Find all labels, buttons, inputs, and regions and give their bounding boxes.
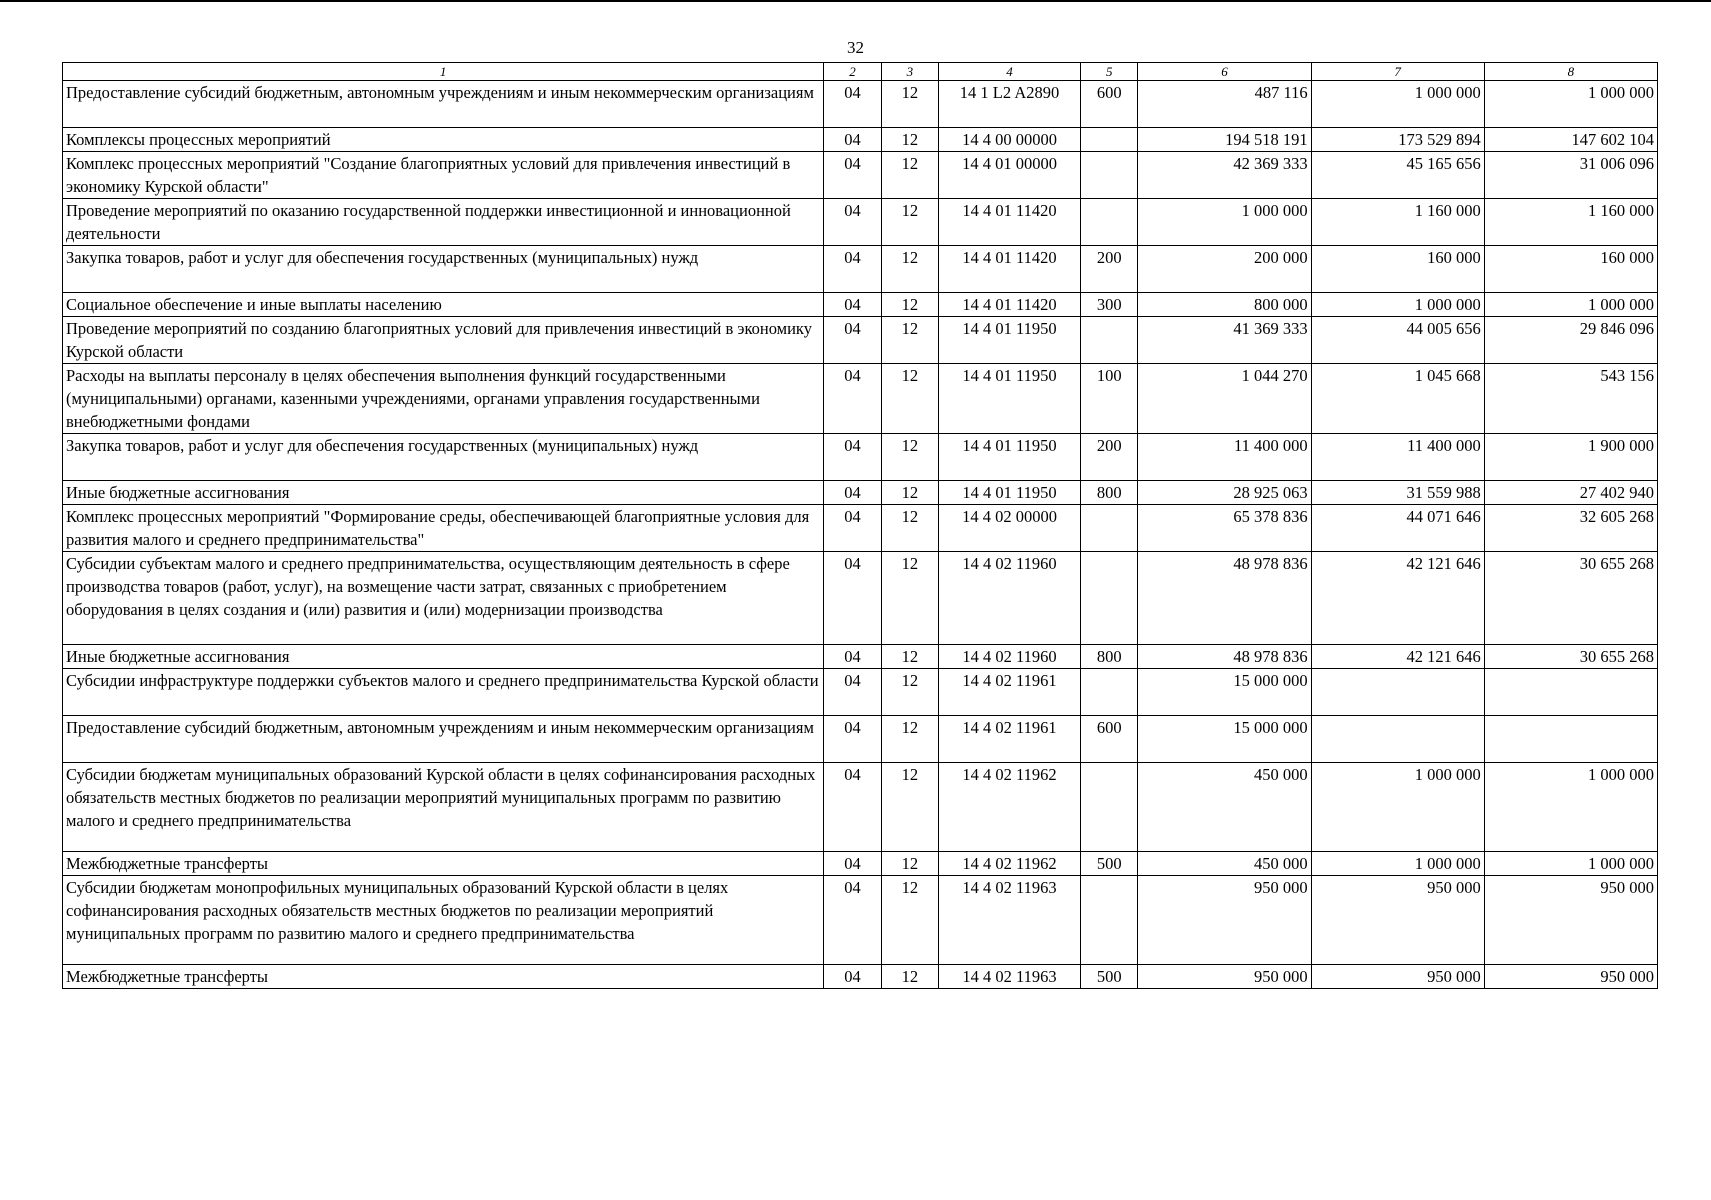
amount-col-8: 950 000	[1484, 876, 1657, 965]
row-name: Расходы на выплаты персоналу в целях обеспечения выполнения функций государственными (муниципальными) органами, казенными учреждениями, органами управления государственными внебюджетными фондами	[63, 364, 824, 434]
section-code: 04	[824, 81, 881, 128]
subsection-code: 12	[881, 434, 938, 481]
expense-type-code: 800	[1081, 481, 1138, 505]
amount-col-6: 200 000	[1138, 246, 1311, 293]
amount-col-7	[1311, 716, 1484, 763]
page-number: 32	[847, 38, 864, 57]
subsection-code: 12	[881, 876, 938, 965]
expense-type-code: 100	[1081, 364, 1138, 434]
expense-type-code	[1081, 505, 1138, 552]
section-code: 04	[824, 152, 881, 199]
table-row	[63, 364, 1658, 434]
expense-type-code: 600	[1081, 716, 1138, 763]
amount-col-8: 27 402 940	[1484, 481, 1657, 505]
amount-col-8: 147 602 104	[1484, 128, 1657, 152]
column-number-3: 3	[881, 63, 938, 81]
expense-type-code	[1081, 669, 1138, 716]
amount-col-6: 450 000	[1138, 852, 1311, 876]
amount-col-8: 1 000 000	[1484, 81, 1657, 128]
amount-col-8	[1484, 716, 1657, 763]
amount-col-6: 950 000	[1138, 876, 1311, 965]
section-code: 04	[824, 965, 881, 989]
row-name: Субсидии инфраструктуре поддержки субъектов малого и среднего предпринимательства Курской области	[63, 669, 824, 716]
amount-col-7: 950 000	[1311, 876, 1484, 965]
section-code: 04	[824, 716, 881, 763]
subsection-code: 12	[881, 246, 938, 293]
table-row	[63, 317, 1658, 364]
target-article-code: 14 4 02 11963	[939, 876, 1081, 965]
amount-col-6: 48 978 836	[1138, 552, 1311, 645]
expense-type-code	[1081, 763, 1138, 852]
amount-col-7: 173 529 894	[1311, 128, 1484, 152]
expense-type-code: 300	[1081, 293, 1138, 317]
amount-col-8: 1 000 000	[1484, 852, 1657, 876]
amount-col-6: 15 000 000	[1138, 716, 1311, 763]
row-name: Субсидии бюджетам муниципальных образований Курской области в целях софинансирования расходных обязательств местных бюджетов по реализации мероприятий муниципальных программ по развитию малого и среднего предпринимательства	[63, 763, 824, 852]
amount-col-6: 41 369 333	[1138, 317, 1311, 364]
amount-col-8: 160 000	[1484, 246, 1657, 293]
target-article-code: 14 4 01 11950	[939, 364, 1081, 434]
section-code: 04	[824, 293, 881, 317]
amount-col-7: 44 005 656	[1311, 317, 1484, 364]
row-name: Субсидии субъектам малого и среднего предпринимательства, осуществляющим деятельность в сфере производства товаров (работ, услуг), на возмещение части затрат, связанных с приобретением оборудования в целях создания и (или) развития и (или) модернизации производства	[63, 552, 824, 645]
row-name: Предоставление субсидий бюджетным, автономным учреждениям и иным некоммерческим организациям	[63, 716, 824, 763]
expense-type-code: 800	[1081, 645, 1138, 669]
amount-col-6: 1 044 270	[1138, 364, 1311, 434]
subsection-code: 12	[881, 763, 938, 852]
amount-col-7: 42 121 646	[1311, 645, 1484, 669]
subsection-code: 12	[881, 481, 938, 505]
amount-col-6: 487 116	[1138, 81, 1311, 128]
row-name: Социальное обеспечение и иные выплаты населению	[63, 293, 824, 317]
row-name: Комплексы процессных мероприятий	[63, 128, 824, 152]
section-code: 04	[824, 852, 881, 876]
amount-col-6: 48 978 836	[1138, 645, 1311, 669]
amount-col-8: 1 000 000	[1484, 293, 1657, 317]
amount-col-7: 42 121 646	[1311, 552, 1484, 645]
target-article-code: 14 4 01 11420	[939, 199, 1081, 246]
expense-type-code	[1081, 152, 1138, 199]
section-code: 04	[824, 364, 881, 434]
amount-col-7: 1 000 000	[1311, 81, 1484, 128]
table-row	[63, 852, 1658, 876]
row-name: Комплекс процессных мероприятий "Формирование среды, обеспечивающей благоприятные условия для развития малого и среднего предпринимательства"	[63, 505, 824, 552]
table-row	[63, 763, 1658, 852]
subsection-code: 12	[881, 152, 938, 199]
table-row	[63, 965, 1658, 989]
column-number-6: 6	[1138, 63, 1311, 81]
column-number-4: 4	[939, 63, 1081, 81]
row-name: Комплекс процессных мероприятий "Создание благоприятных условий для привлечения инвестиций в экономику Курской области"	[63, 152, 824, 199]
subsection-code: 12	[881, 364, 938, 434]
amount-col-7: 1 045 668	[1311, 364, 1484, 434]
row-name: Иные бюджетные ассигнования	[63, 481, 824, 505]
amount-col-6: 950 000	[1138, 965, 1311, 989]
amount-col-6: 15 000 000	[1138, 669, 1311, 716]
column-number-8: 8	[1484, 63, 1657, 81]
amount-col-6: 194 518 191	[1138, 128, 1311, 152]
column-number-header-row	[63, 63, 1658, 81]
column-number-2: 2	[824, 63, 881, 81]
subsection-code: 12	[881, 645, 938, 669]
row-name: Межбюджетные трансферты	[63, 852, 824, 876]
target-article-code: 14 4 01 11420	[939, 246, 1081, 293]
expense-type-code: 200	[1081, 246, 1138, 293]
section-code: 04	[824, 128, 881, 152]
section-code: 04	[824, 669, 881, 716]
amount-col-8: 29 846 096	[1484, 317, 1657, 364]
target-article-code: 14 4 00 00000	[939, 128, 1081, 152]
table-row	[63, 152, 1658, 199]
amount-col-8: 31 006 096	[1484, 152, 1657, 199]
target-article-code: 14 4 02 11960	[939, 645, 1081, 669]
amount-col-8: 30 655 268	[1484, 645, 1657, 669]
target-article-code: 14 4 02 00000	[939, 505, 1081, 552]
target-article-code: 14 4 02 11961	[939, 669, 1081, 716]
amount-col-7: 1 000 000	[1311, 293, 1484, 317]
table-row	[63, 199, 1658, 246]
section-code: 04	[824, 876, 881, 965]
target-article-code: 14 4 01 11950	[939, 481, 1081, 505]
table-row	[63, 434, 1658, 481]
expense-type-code: 500	[1081, 965, 1138, 989]
table-row	[63, 81, 1658, 128]
amount-col-8: 32 605 268	[1484, 505, 1657, 552]
amount-col-8: 1 160 000	[1484, 199, 1657, 246]
target-article-code: 14 4 01 00000	[939, 152, 1081, 199]
expense-type-code: 200	[1081, 434, 1138, 481]
column-number-5: 5	[1081, 63, 1138, 81]
amount-col-8: 30 655 268	[1484, 552, 1657, 645]
section-code: 04	[824, 199, 881, 246]
target-article-code: 14 4 01 11420	[939, 293, 1081, 317]
amount-col-7: 44 071 646	[1311, 505, 1484, 552]
amount-col-7	[1311, 669, 1484, 716]
amount-col-7: 31 559 988	[1311, 481, 1484, 505]
section-code: 04	[824, 763, 881, 852]
column-number-1: 1	[63, 63, 824, 81]
amount-col-6: 65 378 836	[1138, 505, 1311, 552]
expense-type-code: 600	[1081, 81, 1138, 128]
amount-col-6: 450 000	[1138, 763, 1311, 852]
row-name: Иные бюджетные ассигнования	[63, 645, 824, 669]
section-code: 04	[824, 246, 881, 293]
row-name: Субсидии бюджетам монопрофильных муниципальных образований Курской области в целях софинансирования расходных обязательств местных бюджетов по реализации мероприятий муниципальных программ по развитию малого и среднего предпринимательства	[63, 876, 824, 965]
subsection-code: 12	[881, 965, 938, 989]
table-row	[63, 716, 1658, 763]
target-article-code: 14 4 02 11961	[939, 716, 1081, 763]
expense-type-code	[1081, 876, 1138, 965]
amount-col-7: 11 400 000	[1311, 434, 1484, 481]
subsection-code: 12	[881, 505, 938, 552]
expense-type-code	[1081, 199, 1138, 246]
amount-col-6: 800 000	[1138, 293, 1311, 317]
section-code: 04	[824, 552, 881, 645]
table-row	[63, 645, 1658, 669]
expense-type-code	[1081, 128, 1138, 152]
amount-col-7: 160 000	[1311, 246, 1484, 293]
amount-col-8: 543 156	[1484, 364, 1657, 434]
subsection-code: 12	[881, 716, 938, 763]
section-code: 04	[824, 481, 881, 505]
amount-col-7: 45 165 656	[1311, 152, 1484, 199]
amount-col-6: 42 369 333	[1138, 152, 1311, 199]
table-row	[63, 876, 1658, 965]
subsection-code: 12	[881, 128, 938, 152]
table-row	[63, 505, 1658, 552]
table-row	[63, 481, 1658, 505]
target-article-code: 14 4 01 11950	[939, 434, 1081, 481]
target-article-code: 14 4 02 11963	[939, 965, 1081, 989]
target-article-code: 14 4 01 11950	[939, 317, 1081, 364]
table-row	[63, 128, 1658, 152]
subsection-code: 12	[881, 293, 938, 317]
amount-col-7: 1 000 000	[1311, 852, 1484, 876]
row-name: Предоставление субсидий бюджетным, автономным учреждениям и иным некоммерческим организациям	[63, 81, 824, 128]
row-name: Закупка товаров, работ и услуг для обеспечения государственных (муниципальных) нужд	[63, 246, 824, 293]
expense-type-code	[1081, 317, 1138, 364]
amount-col-6: 1 000 000	[1138, 199, 1311, 246]
table-row	[63, 552, 1658, 645]
table-row	[63, 293, 1658, 317]
amount-col-7: 950 000	[1311, 965, 1484, 989]
target-article-code: 14 4 02 11960	[939, 552, 1081, 645]
column-number-7: 7	[1311, 63, 1484, 81]
amount-col-8: 1 900 000	[1484, 434, 1657, 481]
section-code: 04	[824, 434, 881, 481]
expense-type-code	[1081, 552, 1138, 645]
row-name: Проведение мероприятий по оказанию государственной поддержки инвестиционной и инновационной деятельности	[63, 199, 824, 246]
amount-col-6: 28 925 063	[1138, 481, 1311, 505]
table-row	[63, 669, 1658, 716]
amount-col-6: 11 400 000	[1138, 434, 1311, 481]
subsection-code: 12	[881, 552, 938, 645]
section-code: 04	[824, 505, 881, 552]
subsection-code: 12	[881, 669, 938, 716]
target-article-code: 14 1 L2 A2890	[939, 81, 1081, 128]
target-article-code: 14 4 02 11962	[939, 852, 1081, 876]
page-top-border	[0, 0, 1711, 2]
amount-col-7: 1 000 000	[1311, 763, 1484, 852]
target-article-code: 14 4 02 11962	[939, 763, 1081, 852]
subsection-code: 12	[881, 199, 938, 246]
budget-table	[62, 62, 1658, 989]
amount-col-8: 950 000	[1484, 965, 1657, 989]
table-row	[63, 246, 1658, 293]
row-name: Межбюджетные трансферты	[63, 965, 824, 989]
row-name: Закупка товаров, работ и услуг для обеспечения государственных (муниципальных) нужд	[63, 434, 824, 481]
section-code: 04	[824, 317, 881, 364]
expense-type-code: 500	[1081, 852, 1138, 876]
subsection-code: 12	[881, 852, 938, 876]
amount-col-8: 1 000 000	[1484, 763, 1657, 852]
subsection-code: 12	[881, 317, 938, 364]
amount-col-8	[1484, 669, 1657, 716]
amount-col-7: 1 160 000	[1311, 199, 1484, 246]
section-code: 04	[824, 645, 881, 669]
row-name: Проведение мероприятий по созданию благоприятных условий для привлечения инвестиций в экономику Курской области	[63, 317, 824, 364]
subsection-code: 12	[881, 81, 938, 128]
